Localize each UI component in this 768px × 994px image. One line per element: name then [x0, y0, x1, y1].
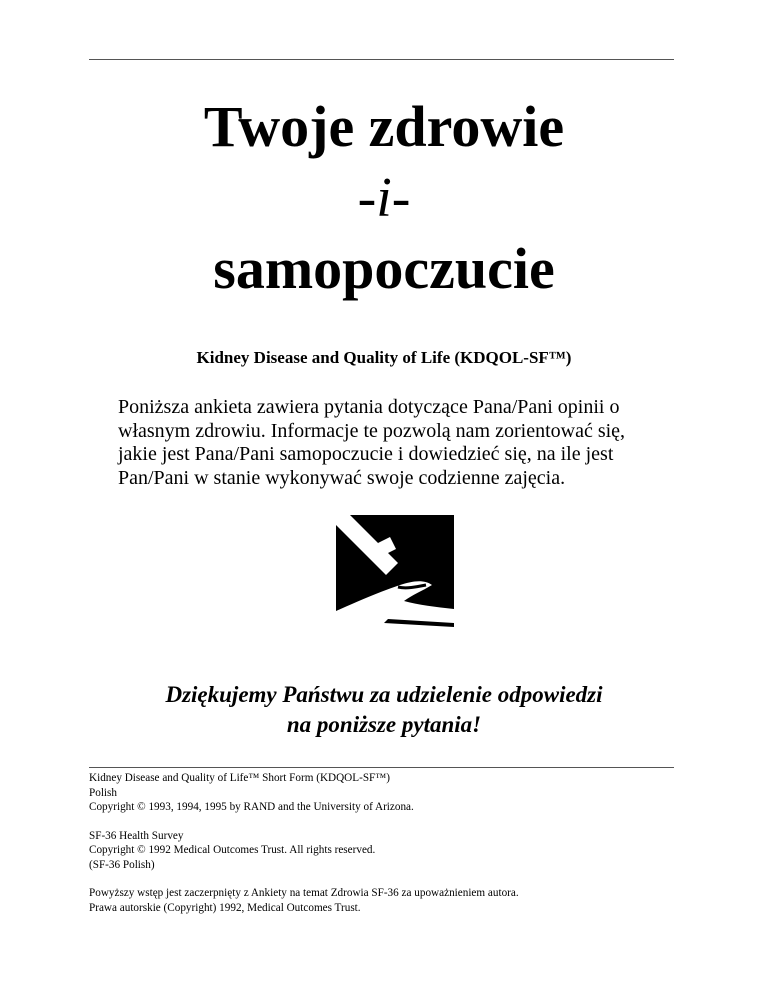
footer-line: Copyright © 1993, 1994, 1995 by RAND and the University of Arizona. [89, 801, 414, 813]
footer-line: Copyright © 1992 Medical Outcomes Trust. All rights reserved. [89, 844, 376, 856]
top-divider [89, 59, 674, 60]
intro-paragraph: Poniższa ankieta zawiera pytania dotyczące Pana/Pani opinii o własnym zdrowiu. Informacje te pozwolą nam zorientować się, jakie jest Pana/Pani samopoczucie i dowiedzieć się, na ile jest Pan/Pani w stanie wykonywać swoje codzienne zajęcia. [118, 396, 626, 489]
thank-you-line-2: na poniższe pytania! [286, 712, 482, 737]
footer-line: Powyższy wstęp jest zaczerpnięty z Ankiety na temat Zdrowia SF-36 za upoważnieniem autora. [89, 887, 519, 899]
footer-line: Prawa autorskie (Copyright) 1992, Medical Outcomes Trust. [89, 901, 361, 914]
title-line-3: samopoczucie [213, 236, 555, 301]
survey-subtitle: Kidney Disease and Quality of Life (KDQOL-SF™) [196, 348, 572, 367]
footer-line: (SF-36 Polish) [89, 858, 155, 871]
copyright-footer [89, 771, 674, 929]
permission-note [89, 886, 674, 915]
title-line-2: -i- [357, 167, 411, 229]
thank-you-line-1: Dziękujemy Państwu za udzielenie odpowiedzi [165, 682, 603, 707]
footer-line: Polish [89, 786, 117, 799]
kdqol-copyright [89, 771, 674, 815]
sf36-copyright [89, 829, 674, 873]
hand-with-pen-icon [336, 515, 454, 633]
title-line-1: Twoje zdrowie [203, 94, 565, 159]
footer-line: SF-36 Health Survey [89, 829, 184, 842]
thank-you-message [0, 680, 768, 740]
footer-line: Kidney Disease and Quality of Life™ Short Form (KDQOL-SF™) [89, 772, 390, 784]
bottom-divider [89, 767, 674, 768]
